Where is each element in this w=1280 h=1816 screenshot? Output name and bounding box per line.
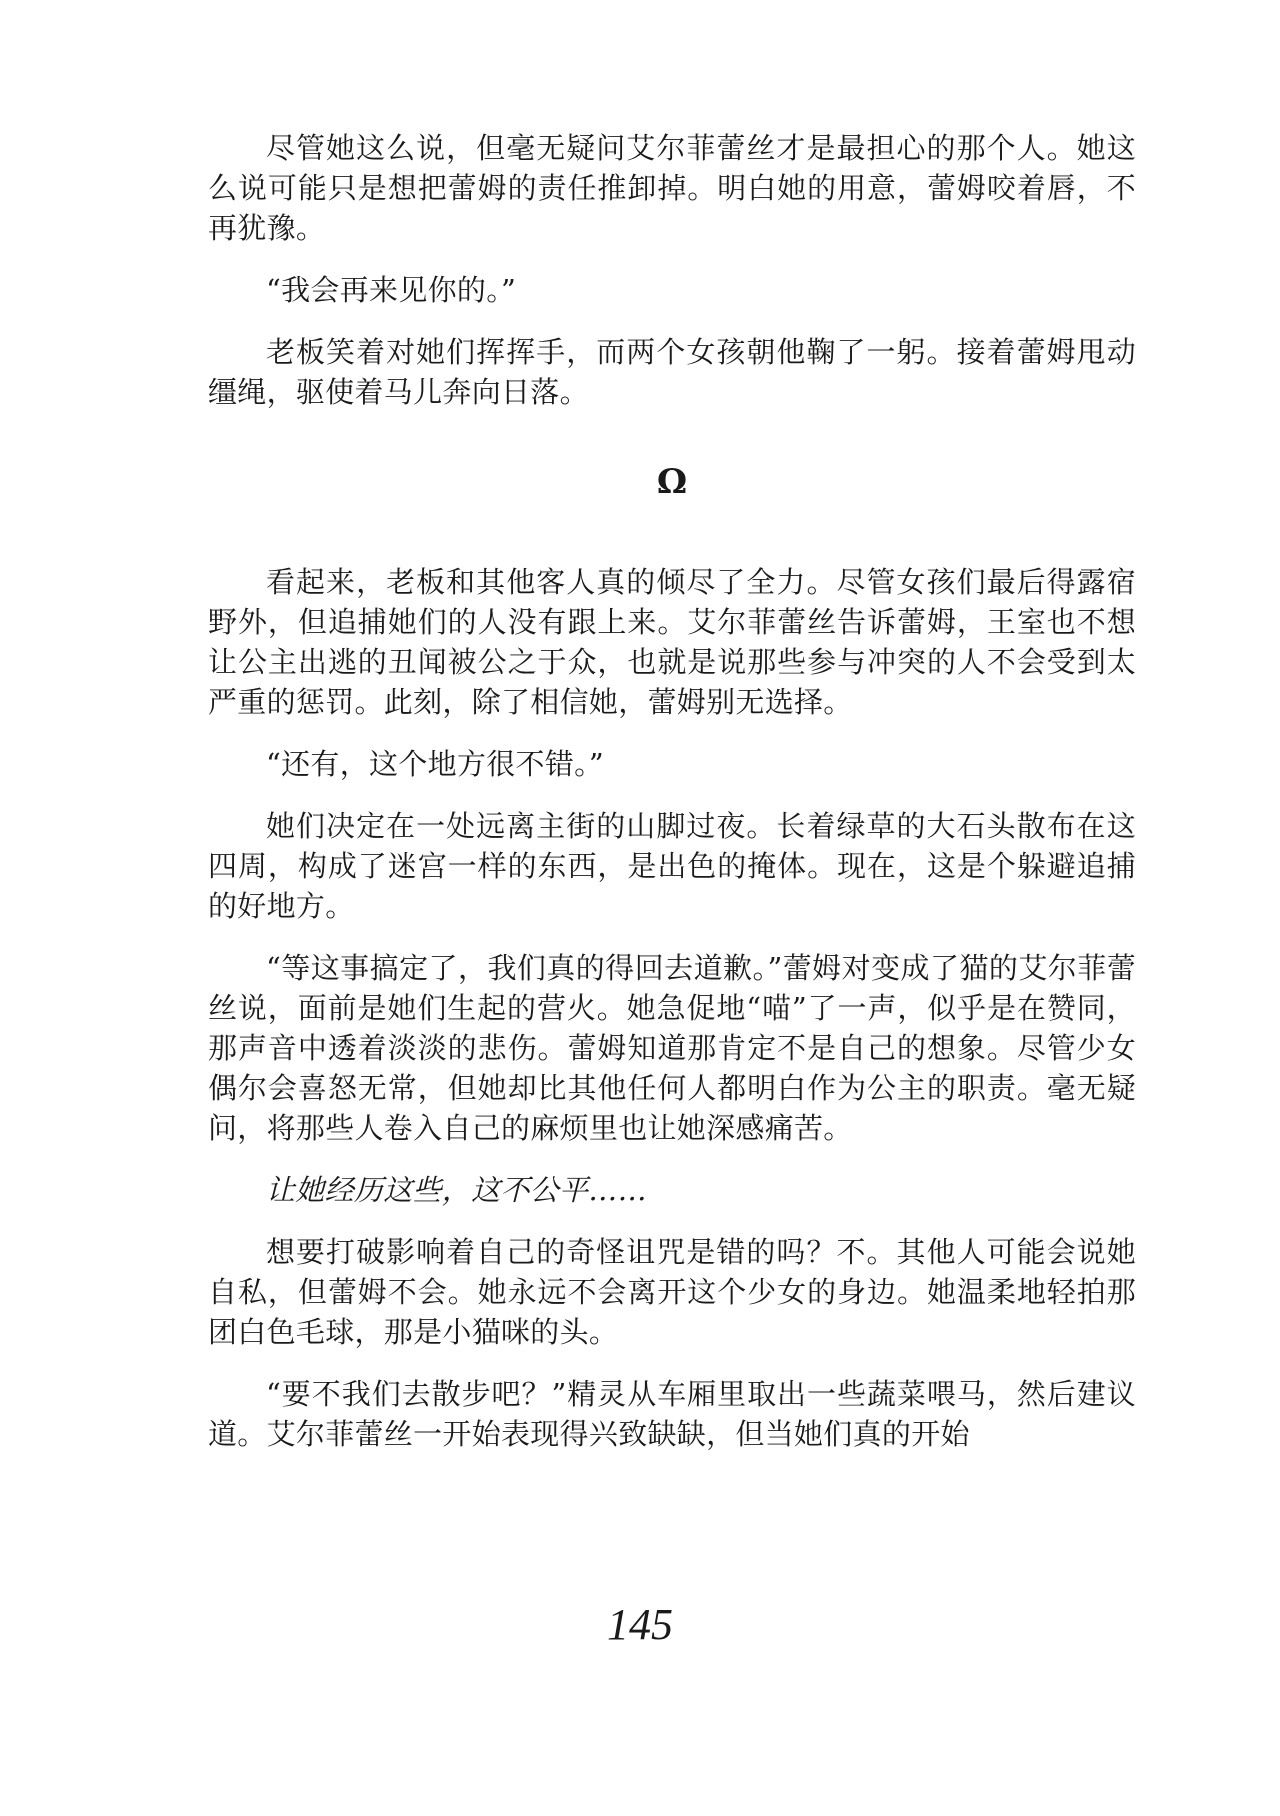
paragraph: 看起来，老板和其他客人真的倾尽了全力。尽管女孩们最后得露宿野外，但追捕她们的人没有跟上来。艾尔菲蕾丝告诉蕾姆，王室也不想让公主出逃的丑闻被公之于众，也就是说那些参与冲突的人不会受到太严重的惩罚。此刻，除了相信她，蕾姆别无选择。 [208,565,1136,719]
paragraph: 她们决定在一处远离主街的山脚过夜。长着绿草的大石头散布在这四周，构成了迷宫一样的东西，是出色的掩体。现在，这是个躲避追捕的好地方。 [208,809,1136,923]
dialogue-paragraph: “我会再来见你的。” [266,273,517,307]
inner-thought-paragraph: 让她经历这些，这不公平…… [266,1173,647,1207]
paragraph: “要不我们去散步吧？”精灵从车厢里取出一些蔬菜喂马，然后建议道。艾尔菲蕾丝一开始表现得兴致缺缺，但当她们真的开始 [208,1377,1136,1451]
page-number: 145 [607,1600,673,1649]
paragraph: “等这事搞定了，我们真的得回去道歉。”蕾姆对变成了猫的艾尔菲蕾丝说，面前是她们生起的营火。她急促地“喵”了一声，似乎是在赞同，那声音中透着淡淡的悲伤。蕾姆知道那肯定不是自己的想象。尽管少女偶尔会喜怒无常，但她却比其他任何人都明白作为公主的职责。毫无疑问，将那些人卷入自己的麻烦里也让她深感痛苦。 [208,951,1136,1145]
paragraph: 想要打破影响着自己的奇怪诅咒是错的吗？不。其他人可能会说她自私，但蕾姆不会。她永远不会离开这个少女的身边。她温柔地轻拍那团白色毛球，那是小猫咪的头。 [208,1235,1136,1349]
dialogue-paragraph: “还有，这个地方很不错。” [266,747,605,781]
paragraph: 老板笑着对她们挥挥手，而两个女孩朝他鞠了一躬。接着蕾姆甩动缰绳，驱使着马儿奔向日落。 [208,335,1136,409]
page-body [208,128,1136,1476]
section-break-omega: Ω [656,462,688,502]
paragraph: 尽管她这么说，但毫无疑问艾尔菲蕾丝才是最担心的那个人。她这么说可能只是想把蕾姆的责任推卸掉。明白她的用意，蕾姆咬着唇，不再犹豫。 [208,131,1136,245]
